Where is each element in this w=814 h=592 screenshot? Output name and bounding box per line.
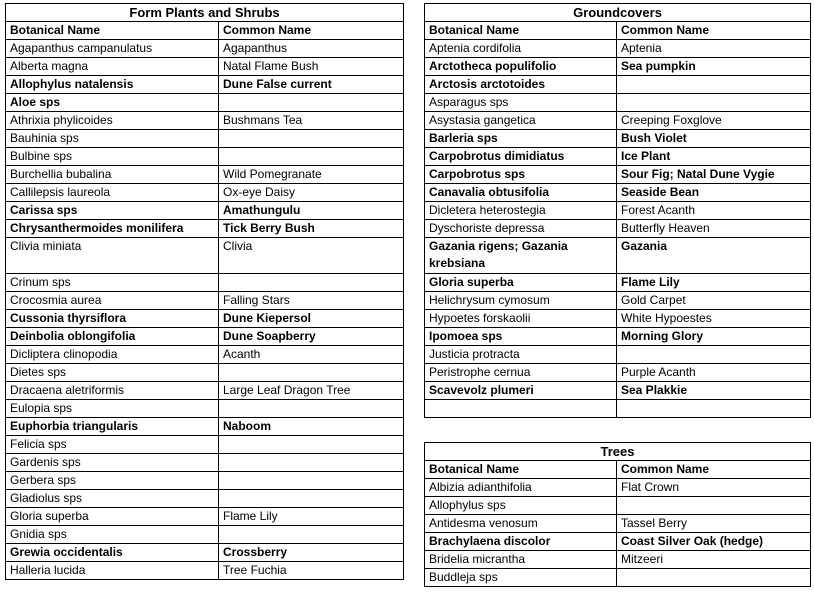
botanical-name-cell: Gloria superba [6, 508, 219, 526]
botanical-name-cell: Scavevolz plumeri [425, 382, 617, 400]
table-row [425, 328, 811, 346]
botanical-name-cell: Gladiolus sps [6, 490, 219, 508]
table-row [6, 328, 404, 346]
botanical-name-cell: Grewia occidentalis [6, 544, 219, 562]
common-name-cell: Tree Fuchia [219, 562, 404, 580]
common-name-cell: Sea pumpkin [617, 58, 811, 76]
table-row [6, 94, 404, 112]
table-row [6, 202, 404, 220]
common-name-cell: Naboom [219, 418, 404, 436]
botanical-name-cell: Antidesma venosum [425, 515, 617, 533]
table-row [425, 497, 811, 515]
table-row [6, 238, 404, 274]
common-name-cell: Dune Soapberry [219, 328, 404, 346]
empty-cell [617, 400, 811, 418]
common-name-cell: Wild Pomegranate [219, 166, 404, 184]
table-row [425, 479, 811, 497]
table-row [6, 58, 404, 76]
botanical-name-cell: Bulbine sps [6, 148, 219, 166]
common-name-cell: Bushmans Tea [219, 112, 404, 130]
table-row [6, 544, 404, 562]
empty-row [425, 400, 811, 418]
botanical-name-cell: Dietes sps [6, 364, 219, 382]
botanical-name-cell: Callilepsis laureola [6, 184, 219, 202]
common-name-cell: Mitzeeri [617, 551, 811, 569]
botanical-name-cell: Buddleja sps [425, 569, 617, 587]
common-name-cell: Dune False current [219, 76, 404, 94]
table-row [6, 148, 404, 166]
common-name-cell: Flame Lily [617, 274, 811, 292]
common-name-cell [219, 274, 404, 292]
column-header-common: Common Name [219, 22, 404, 40]
common-name-cell [219, 364, 404, 382]
form-plants-table [5, 3, 404, 580]
table-row [6, 508, 404, 526]
common-name-cell: Dune Kiepersol [219, 310, 404, 328]
column-header-common: Common Name [617, 22, 811, 40]
trees-table [424, 442, 811, 587]
table-row [6, 562, 404, 580]
table-row [425, 94, 811, 112]
common-name-cell [617, 569, 811, 587]
botanical-name-cell: Canavalia obtusifolia [425, 184, 617, 202]
botanical-name-cell: Gardenis sps [6, 454, 219, 472]
table-row [425, 76, 811, 94]
table-row [425, 184, 811, 202]
botanical-name-cell: Felicia sps [6, 436, 219, 454]
common-name-cell: Flame Lily [219, 508, 404, 526]
botanical-name-cell: Chrysanthermoides monilifera [6, 220, 219, 238]
column-header-common: Common Name [617, 461, 811, 479]
botanical-name-cell: Arctotheca populifolio [425, 58, 617, 76]
botanical-name-cell: Alberta magna [6, 58, 219, 76]
table-row [425, 292, 811, 310]
botanical-name-cell: Euphorbia triangularis [6, 418, 219, 436]
table-row [6, 418, 404, 436]
botanical-name-cell: Dicliptera clinopodia [6, 346, 219, 364]
common-name-cell: Large Leaf Dragon Tree [219, 382, 404, 400]
table-row [6, 436, 404, 454]
botanical-name-cell: Deinbolia oblongifolia [6, 328, 219, 346]
common-name-cell: Flat Crown [617, 479, 811, 497]
table-row [425, 112, 811, 130]
common-name-cell: Aptenia [617, 40, 811, 58]
botanical-name-cell: Burchellia bubalina [6, 166, 219, 184]
botanical-name-cell: Dyschoriste depressa [425, 220, 617, 238]
table-row [6, 184, 404, 202]
table-row [6, 526, 404, 544]
table-row [6, 310, 404, 328]
common-name-cell [219, 148, 404, 166]
table-row [6, 346, 404, 364]
botanical-name-cell: Dicletera heterostegia [425, 202, 617, 220]
table-row [425, 130, 811, 148]
common-name-cell [219, 526, 404, 544]
common-name-cell [219, 472, 404, 490]
botanical-name-cell: Cussonia thyrsiflora [6, 310, 219, 328]
groundcovers-table [424, 3, 811, 418]
table-row [425, 382, 811, 400]
table-row [425, 238, 811, 274]
table-row [425, 346, 811, 364]
botanical-name-cell: Carissa sps [6, 202, 219, 220]
table-row [6, 112, 404, 130]
botanical-name-cell: Halleria lucida [6, 562, 219, 580]
botanical-name-cell: Albizia adianthifolia [425, 479, 617, 497]
botanical-name-cell: Crinum sps [6, 274, 219, 292]
botanical-name-cell: Asystasia gangetica [425, 112, 617, 130]
common-name-cell: Sour Fig; Natal Dune Vygie [617, 166, 811, 184]
common-name-cell: Falling Stars [219, 292, 404, 310]
common-name-cell: Tassel Berry [617, 515, 811, 533]
common-name-cell: Forest Acanth [617, 202, 811, 220]
table-row [6, 40, 404, 58]
table-row [6, 292, 404, 310]
common-name-cell [219, 454, 404, 472]
table-row [6, 400, 404, 418]
botanical-name-cell: Gerbera sps [6, 472, 219, 490]
common-name-cell [617, 76, 811, 94]
botanical-name-cell: Justicia protracta [425, 346, 617, 364]
common-name-cell: Creeping Foxglove [617, 112, 811, 130]
table-row [425, 515, 811, 533]
common-name-cell: Gazania [617, 238, 811, 274]
botanical-name-cell: Eulopia sps [6, 400, 219, 418]
table-row [425, 58, 811, 76]
table-row [6, 166, 404, 184]
table-row [6, 130, 404, 148]
table-row [6, 454, 404, 472]
common-name-cell: Crossberry [219, 544, 404, 562]
common-name-cell: Tick Berry Bush [219, 220, 404, 238]
common-name-cell: Amathungulu [219, 202, 404, 220]
common-name-cell: Seaside Bean [617, 184, 811, 202]
table-row [6, 472, 404, 490]
botanical-name-cell: Clivia miniata [6, 238, 219, 274]
table-row [6, 382, 404, 400]
table-row [425, 166, 811, 184]
common-name-cell: Bush Violet [617, 130, 811, 148]
table-row [6, 274, 404, 292]
table-title: Form Plants and Shrubs [6, 4, 404, 22]
botanical-name-cell: Brachylaena discolor [425, 533, 617, 551]
table-row [425, 148, 811, 166]
common-name-cell: Natal Flame Bush [219, 58, 404, 76]
botanical-name-cell: Carpobrotus dimidiatus [425, 148, 617, 166]
botanical-name-cell: Arctosis arctotoides [425, 76, 617, 94]
common-name-cell: Clivia [219, 238, 404, 274]
common-name-cell [617, 497, 811, 515]
botanical-name-cell: Crocosmia aurea [6, 292, 219, 310]
table-row [425, 310, 811, 328]
column-header-botanical: Botanical Name [425, 461, 617, 479]
common-name-cell [219, 400, 404, 418]
botanical-name-cell: Dracaena aletriformis [6, 382, 219, 400]
common-name-cell: Gold Carpet [617, 292, 811, 310]
botanical-name-cell: Gloria superba [425, 274, 617, 292]
botanical-name-cell: Bauhinia sps [6, 130, 219, 148]
common-name-cell: Purple Acanth [617, 364, 811, 382]
common-name-cell [219, 490, 404, 508]
column-header-botanical: Botanical Name [425, 22, 617, 40]
common-name-cell: Ice Plant [617, 148, 811, 166]
common-name-cell: Agapanthus [219, 40, 404, 58]
botanical-name-cell: Barleria sps [425, 130, 617, 148]
common-name-cell [617, 94, 811, 112]
botanical-name-cell: Athrixia phylicoides [6, 112, 219, 130]
table-row [425, 551, 811, 569]
common-name-cell: Coast Silver Oak (hedge) [617, 533, 811, 551]
common-name-cell [219, 94, 404, 112]
table-row [425, 533, 811, 551]
table-row [425, 274, 811, 292]
botanical-name-cell: Allophylus natalensis [6, 76, 219, 94]
botanical-name-cell: Bridelia micrantha [425, 551, 617, 569]
column-header-botanical: Botanical Name [6, 22, 219, 40]
table-row [6, 220, 404, 238]
botanical-name-cell: Ipomoea sps [425, 328, 617, 346]
botanical-name-cell: Helichrysum cymosum [425, 292, 617, 310]
table-row [425, 364, 811, 382]
table-row [6, 364, 404, 382]
common-name-cell: Morning Glory [617, 328, 811, 346]
table-row [425, 202, 811, 220]
common-name-cell: Acanth [219, 346, 404, 364]
common-name-cell: Ox-eye Daisy [219, 184, 404, 202]
common-name-cell: Sea Plakkie [617, 382, 811, 400]
table-row [6, 490, 404, 508]
botanical-name-cell: Aptenia cordifolia [425, 40, 617, 58]
table-title: Groundcovers [425, 4, 811, 22]
common-name-cell [219, 436, 404, 454]
empty-cell [425, 400, 617, 418]
common-name-cell: Butterfly Heaven [617, 220, 811, 238]
table-row [425, 40, 811, 58]
botanical-name-cell: Peristrophe cernua [425, 364, 617, 382]
common-name-cell [219, 130, 404, 148]
botanical-name-cell: Aloe sps [6, 94, 219, 112]
botanical-name-cell: Hypoetes forskaolii [425, 310, 617, 328]
botanical-name-cell: Carpobrotus sps [425, 166, 617, 184]
common-name-cell [617, 346, 811, 364]
table-row [6, 76, 404, 94]
botanical-name-cell: Agapanthus campanulatus [6, 40, 219, 58]
table-title: Trees [425, 443, 811, 461]
botanical-name-cell: Asparagus sps [425, 94, 617, 112]
common-name-cell: White Hypoestes [617, 310, 811, 328]
botanical-name-cell: Allophylus sps [425, 497, 617, 515]
table-row [425, 220, 811, 238]
table-row [425, 569, 811, 587]
botanical-name-cell: Gnidia sps [6, 526, 219, 544]
botanical-name-cell: Gazania rigens; Gazania krebsiana [425, 238, 617, 274]
